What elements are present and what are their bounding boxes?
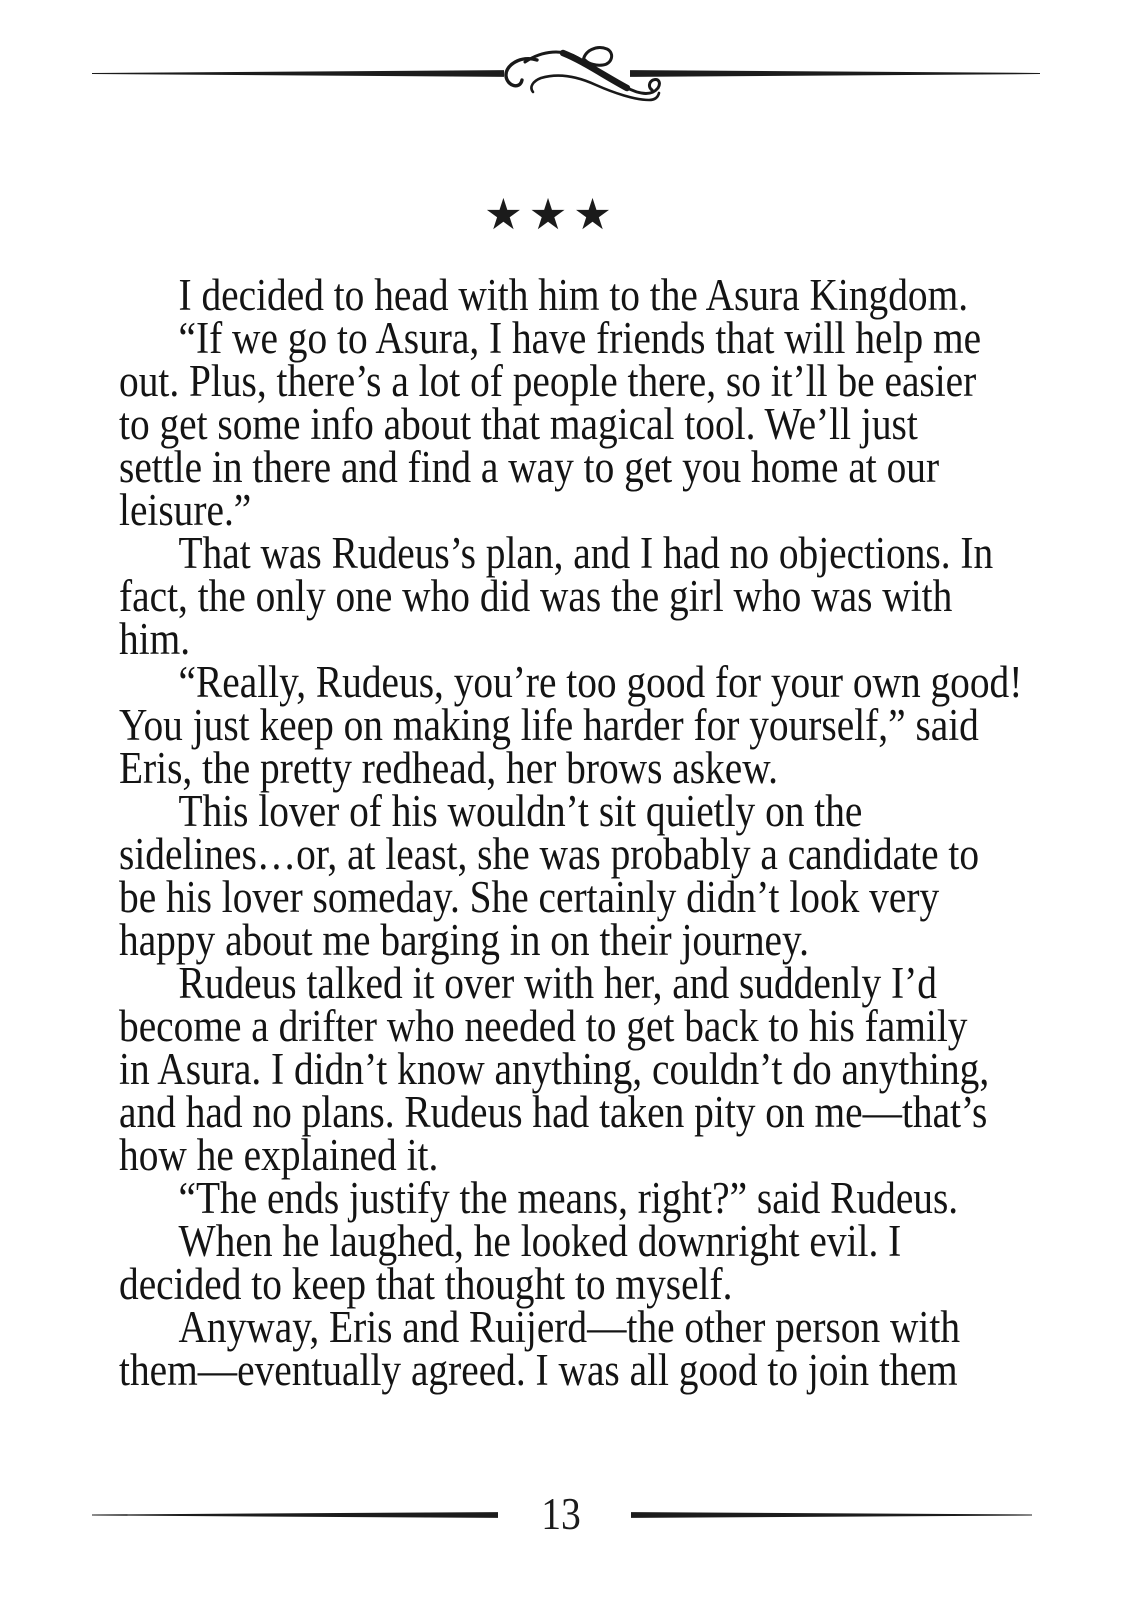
text-line: I decided to head with him to the Asura Kingdom. [178, 270, 969, 320]
text-line: how he explained it. [119, 1130, 439, 1180]
text-line: him. [119, 614, 191, 664]
header-rule-left [92, 70, 504, 77]
text-line: “If we go to Asura, I have friends that will help me [178, 313, 982, 363]
text-line: Anyway, Eris and Ruijerd—the other person with [178, 1302, 961, 1352]
text-line: Eris, the pretty redhead, her brows askew. [119, 743, 778, 793]
text-line: That was Rudeus’s plan, and I had no objections. In [178, 528, 994, 578]
text-line: and had no plans. Rudeus had taken pity on me—that’s [119, 1087, 988, 1137]
flourish-divider-icon [497, 45, 672, 109]
header-rule-right [630, 70, 1040, 77]
body-text [119, 270, 1023, 1395]
text-line: happy about me barging in on their journey. [119, 915, 810, 965]
paragraph [119, 786, 1019, 965]
text-line: sidelines…or, at least, she was probably a candidate to [119, 829, 980, 879]
text-line: them—eventually agreed. I was all good to join them [119, 1345, 958, 1395]
paragraph [119, 958, 1019, 1180]
paragraph [119, 1302, 1019, 1395]
text-line: in Asura. I didn’t know anything, couldn’t do anything, [119, 1044, 990, 1094]
paragraph [119, 657, 1023, 793]
paragraph [119, 1173, 1019, 1223]
text-line: This lover of his wouldn’t sit quietly on the [178, 786, 863, 836]
text-line: You just keep on making life harder for yourself,” said [119, 700, 979, 750]
text-line: “Really, Rudeus, you’re too good for your own good! [178, 657, 1023, 707]
text-line: Rudeus talked it over with her, and suddenly I’d [178, 958, 937, 1008]
page-number: 13 [541, 1489, 581, 1539]
text-line: become a drifter who needed to get back to his family [119, 1001, 968, 1051]
text-line: When he laughed, he looked downright evil. I [178, 1216, 902, 1266]
text-line: settle in there and find a way to get you home at our [119, 442, 940, 492]
scene-break-stars: ★★★ [484, 190, 618, 240]
paragraph [119, 270, 1019, 320]
paragraph [119, 313, 1019, 535]
text-line: leisure.” [119, 485, 252, 535]
paragraph [119, 528, 1019, 664]
text-line: decided to keep that thought to myself. [119, 1259, 733, 1309]
text-line: fact, the only one who did was the girl who was with [119, 571, 953, 621]
text-line: “The ends justify the means, right?” said Rudeus. [178, 1173, 959, 1223]
text-line: be his lover someday. She certainly didn’t look very [119, 872, 940, 922]
text-line: to get some info about that magical tool. We’ll just [119, 399, 918, 449]
text-line: out. Plus, there’s a lot of people there, so it’ll be easier [119, 356, 977, 406]
paragraph [119, 1216, 1019, 1309]
